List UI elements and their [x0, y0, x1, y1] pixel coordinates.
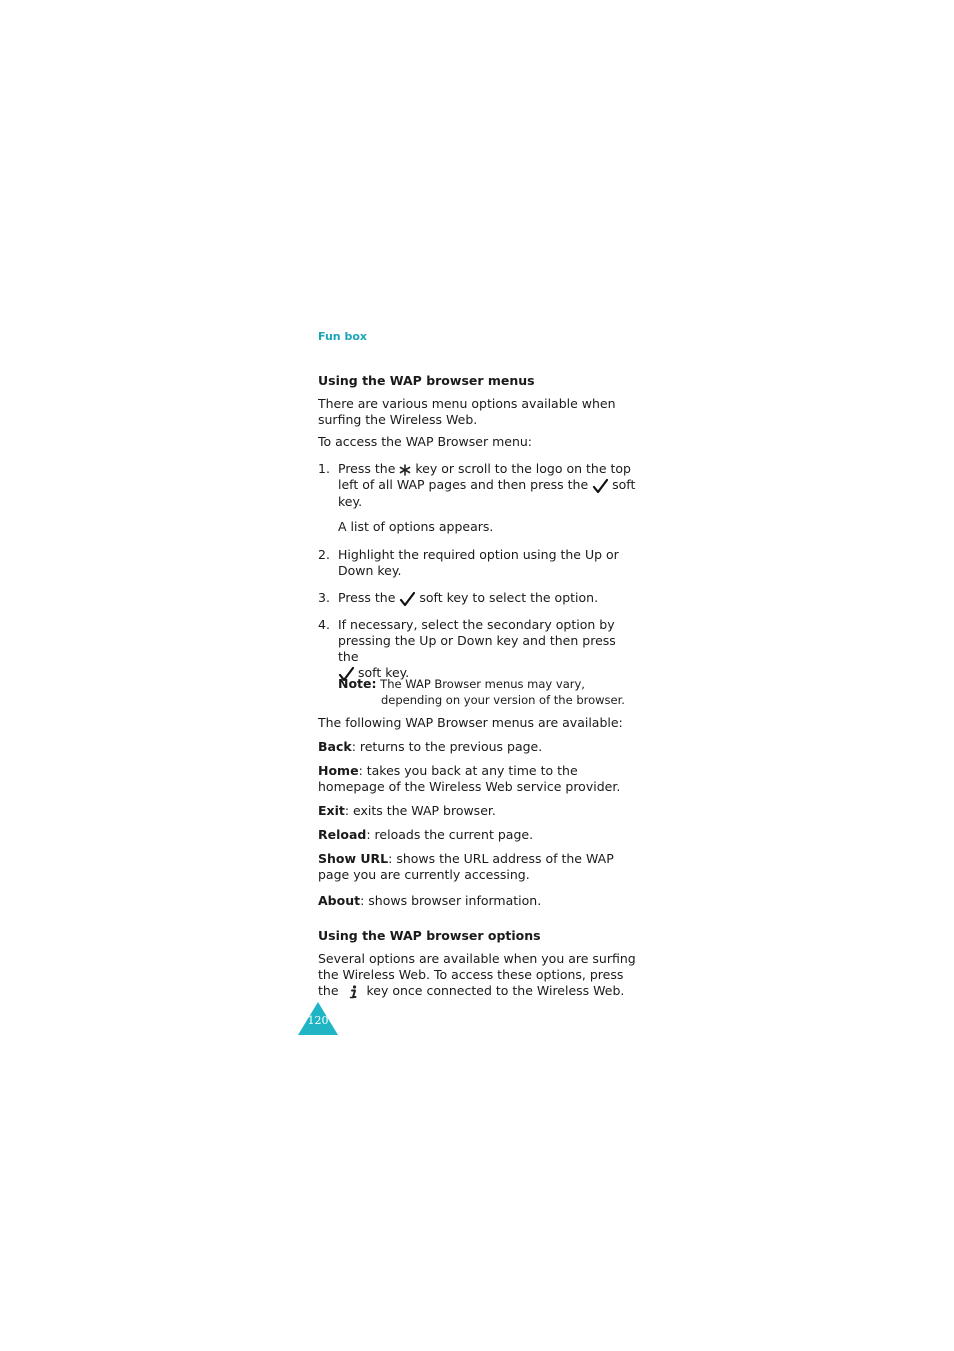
page-number: 120 — [307, 1014, 329, 1027]
heading-wap-options: Using the WAP browser options — [318, 928, 541, 943]
step-text: pressing the Up or Down key and then press the — [338, 633, 616, 664]
menu-desc: : shows browser information. — [360, 893, 542, 908]
step-text: Highlight the required option using the Up or — [338, 547, 619, 562]
note-text: depending on your version of the browser. — [381, 693, 625, 707]
options-line: Several options are available when you are surfing — [318, 951, 636, 966]
menu-term: About — [318, 893, 361, 908]
menu-item-reload — [318, 827, 638, 843]
step-text: key. — [338, 493, 363, 509]
intro-line: There are various menu options available when — [318, 396, 616, 411]
menu-desc: page you are currently accessing. — [318, 867, 530, 882]
menu-desc: : takes you back at any time to the — [358, 763, 578, 778]
step-text: left of all WAP pages and then press the — [338, 477, 589, 492]
step-text: Press the — [338, 590, 396, 605]
menu-term: Reload — [318, 827, 367, 842]
following-text: The following WAP Browser menus are available: — [318, 715, 623, 730]
step-body — [338, 617, 638, 682]
intro-paragraph — [318, 396, 638, 428]
step-number: 3. — [318, 590, 330, 605]
menu-desc: : exits the WAP browser. — [344, 803, 496, 818]
options-line: the Wireless Web. To access these options, press — [318, 967, 624, 982]
heading-wap-menus: Using the WAP browser menus — [318, 373, 535, 388]
step-number: 2. — [318, 547, 330, 562]
intro-line: surfing the Wireless Web. — [318, 412, 478, 427]
step-text: soft — [612, 477, 636, 492]
menu-desc: : returns to the previous page. — [351, 739, 543, 754]
step-text: soft key to select the option. — [419, 590, 599, 605]
info-key-icon — [347, 985, 359, 999]
step-text: Down key. — [338, 563, 402, 578]
menu-item-back — [318, 739, 638, 755]
star-key-icon — [399, 464, 411, 476]
step-number: 1. — [318, 461, 330, 476]
note — [338, 676, 638, 708]
menu-desc: : shows the URL address of the WAP — [388, 851, 614, 866]
page-number-badge — [298, 1002, 338, 1035]
menu-term: Back — [318, 739, 352, 754]
menu-term: Show URL — [318, 851, 389, 866]
step-body — [338, 461, 638, 510]
step-body — [338, 590, 638, 607]
step-number: 4. — [318, 617, 330, 632]
step-text: soft key. — [357, 665, 410, 680]
step-text: Press the — [338, 461, 396, 476]
menu-term: Home — [318, 763, 359, 778]
options-line: the — [318, 983, 339, 998]
menu-term: Exit — [318, 803, 345, 818]
menu-item-show-url — [318, 851, 638, 883]
step-1-result: A list of options appears. — [338, 519, 494, 534]
section-label: Fun box — [318, 330, 367, 343]
note-label: Note: — [338, 676, 377, 691]
menu-item-exit — [318, 803, 638, 819]
note-text: The WAP Browser menus may vary, — [380, 677, 585, 691]
options-line: key once connected to the Wireless Web. — [366, 983, 625, 998]
menu-item-about — [318, 893, 638, 909]
check-softkey-icon — [592, 478, 608, 494]
menu-item-home — [318, 763, 638, 795]
step-text: key or scroll to the logo on the top — [415, 461, 631, 476]
options-paragraph — [318, 951, 638, 999]
access-text: To access the WAP Browser menu: — [318, 434, 533, 449]
step-text: If necessary, select the secondary option by — [338, 617, 615, 632]
step-body — [338, 547, 638, 579]
check-softkey-icon — [399, 591, 415, 607]
menu-desc: : reloads the current page. — [366, 827, 534, 842]
menu-desc: homepage of the Wireless Web service provider. — [318, 779, 621, 794]
